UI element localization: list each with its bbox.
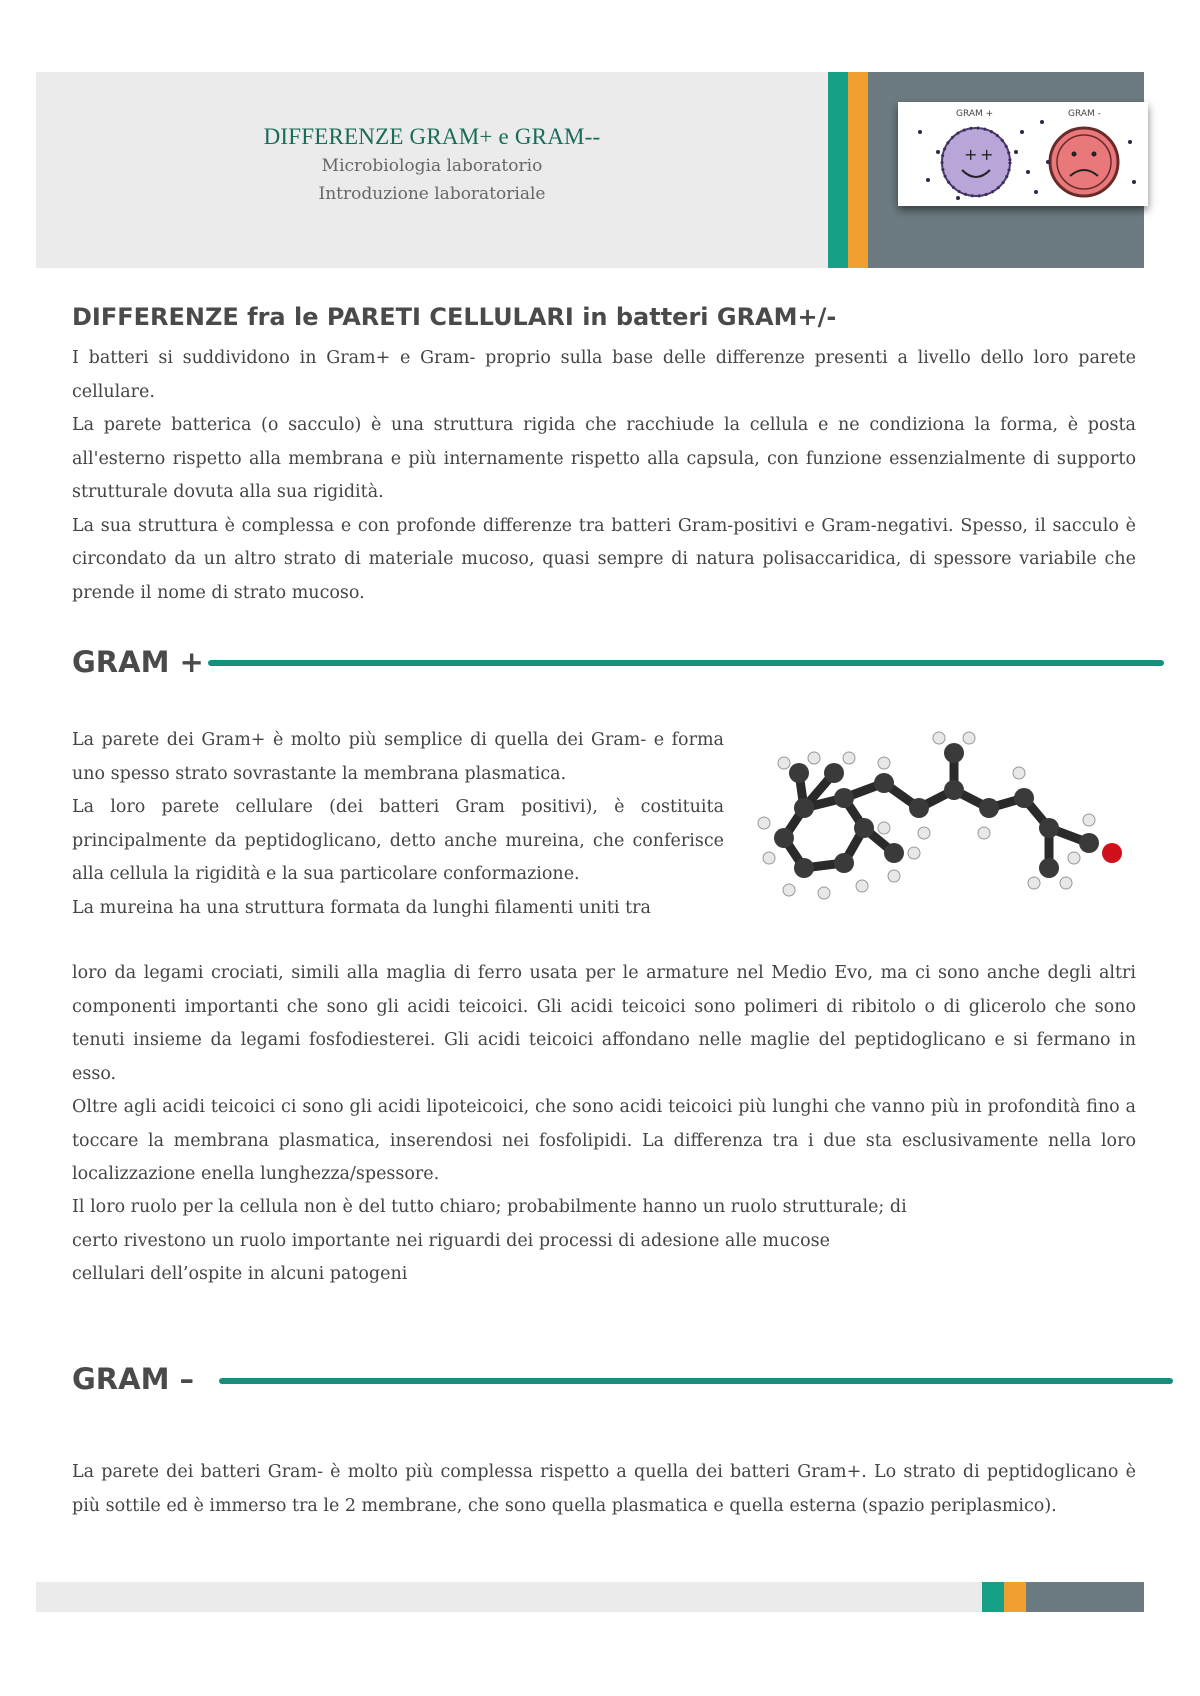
gram-plus-tail-text: [72, 1191, 1136, 1292]
gram-plus-rule: [208, 660, 1164, 666]
document-title: DIFFERENZE GRAM+ e GRAM--: [263, 124, 601, 149]
footer-accent-gray: [1026, 1582, 1144, 1612]
gram-plus-paragraph-3: La mureina ha una struttura formata da lunghi filamenti uniti tra: [72, 897, 651, 918]
gram-comparison-image: [898, 102, 1148, 206]
header-text: [36, 72, 828, 268]
molecule-image: [744, 728, 1134, 928]
intro-text: [72, 342, 1136, 610]
gram-plus-paragraph-2: La loro parete cellulare (dei batteri Gram positivi), è costituita principalmente da peptidoglicano, detto anche mureina, che conferisce alla cellula la rigidità e la sua particolare conformazione.: [72, 797, 724, 884]
plus-sign-1: +: [964, 145, 978, 164]
gram-plus-label: GRAM +: [956, 109, 994, 119]
gram-minus-rule: [219, 1378, 1173, 1384]
gram-plus-paragraph-4: loro da legami crociati, simili alla maglia di ferro usata per le armature nel Medio Evo, ma ci sono anche degli altri componenti importanti che sono gli acidi teicoici. Gli acidi teicoici sono polimeri di ribitolo o di glicerolo che sono tenuti insieme da legami fosfodiesterei. Gli acidi teicoici affondano nelle maglie del peptidoglicano e si fermano in esso.: [72, 963, 1136, 1084]
intro-paragraph-3: La sua struttura è complessa e con profonde differenze tra batteri Gram-positivi e Gram-negativi. Spesso, il sacculo è circondato da un altro strato di materiale mucoso, quasi sempre di natura polisaccaridica, di spessore variabile che prende il nome di strato mucoso.: [72, 515, 1136, 603]
gram-minus-text: [72, 1456, 1136, 1523]
header-accent-orange: [848, 72, 868, 268]
gram-plus-column-text: [72, 724, 724, 925]
gram-plus-tail-line-3: cellulari dell’ospite in alcuni patogeni: [72, 1264, 408, 1284]
footer-band: [36, 1582, 1144, 1612]
gram-minus-paragraph: La parete dei batteri Gram- è molto più complessa rispetto a quella dei batteri Gram+. Lo strato di peptidoglicano è più sottile ed è immerso tra le 2 membrane, che sono quella plasmatica e quella esterna (spazio periplasmico).: [72, 1462, 1136, 1516]
gram-plus-heading: GRAM +: [72, 645, 204, 679]
header-band: [36, 72, 1144, 268]
gram-plus-full-text: [72, 957, 1136, 1192]
plus-sign-2: +: [980, 145, 994, 164]
document-subtitle: Microbiologia laboratorio: [321, 156, 543, 176]
footer-accent-orange: [1004, 1582, 1026, 1612]
gram-minus-label: GRAM -: [1068, 109, 1101, 119]
gram-plus-paragraph-5: Oltre agli acidi teicoici ci sono gli acidi lipoteicoici, che sono acidi teicoici più lunghi che vanno più in profondità fino a toccare la membrana plasmatica, inserendosi nei fosfolipidi. La differenza tra i due sta esclusivamente nella loro localizzazione enella lunghezza/spessore.: [72, 1097, 1136, 1184]
gram-plus-tail-line-2: certo rivestono un ruolo importante nei riguardi dei processi di adesione alle mucose: [72, 1230, 830, 1251]
intro-paragraph-1: I batteri si suddividono in Gram+ e Gram- proprio sulla base delle differenze presenti a livello dello loro parete cellulare.: [72, 348, 1136, 402]
gram-minus-heading: GRAM –: [72, 1362, 195, 1396]
document-subtitle-2: Introduzione laboratoriale: [318, 184, 546, 204]
intro-paragraph-2: La parete batterica (o sacculo) è una struttura rigida che racchiude la cellula e ne condiziona la forma, è posta all'esterno rispetto alla membrana e più internamente rispetto alla capsula, con funzione essenzialmente di supporto strutturale dovuta alla sua rigidità.: [72, 415, 1136, 502]
header-accent-teal: [828, 72, 848, 268]
gram-plus-paragraph-1: La parete dei Gram+ è molto più semplice di quella dei Gram- e forma uno spesso strato sovrastante la membrana plasmatica.: [72, 730, 724, 784]
intro-heading: DIFFERENZE fra le PARETI CELLULARI in batteri GRAM+/-: [72, 303, 837, 331]
footer-accent-teal: [982, 1582, 1004, 1612]
gram-plus-tail-line-1: Il loro ruolo per la cellula non è del tutto chiaro; probabilmente hanno un ruolo strutturale; di: [72, 1197, 907, 1217]
